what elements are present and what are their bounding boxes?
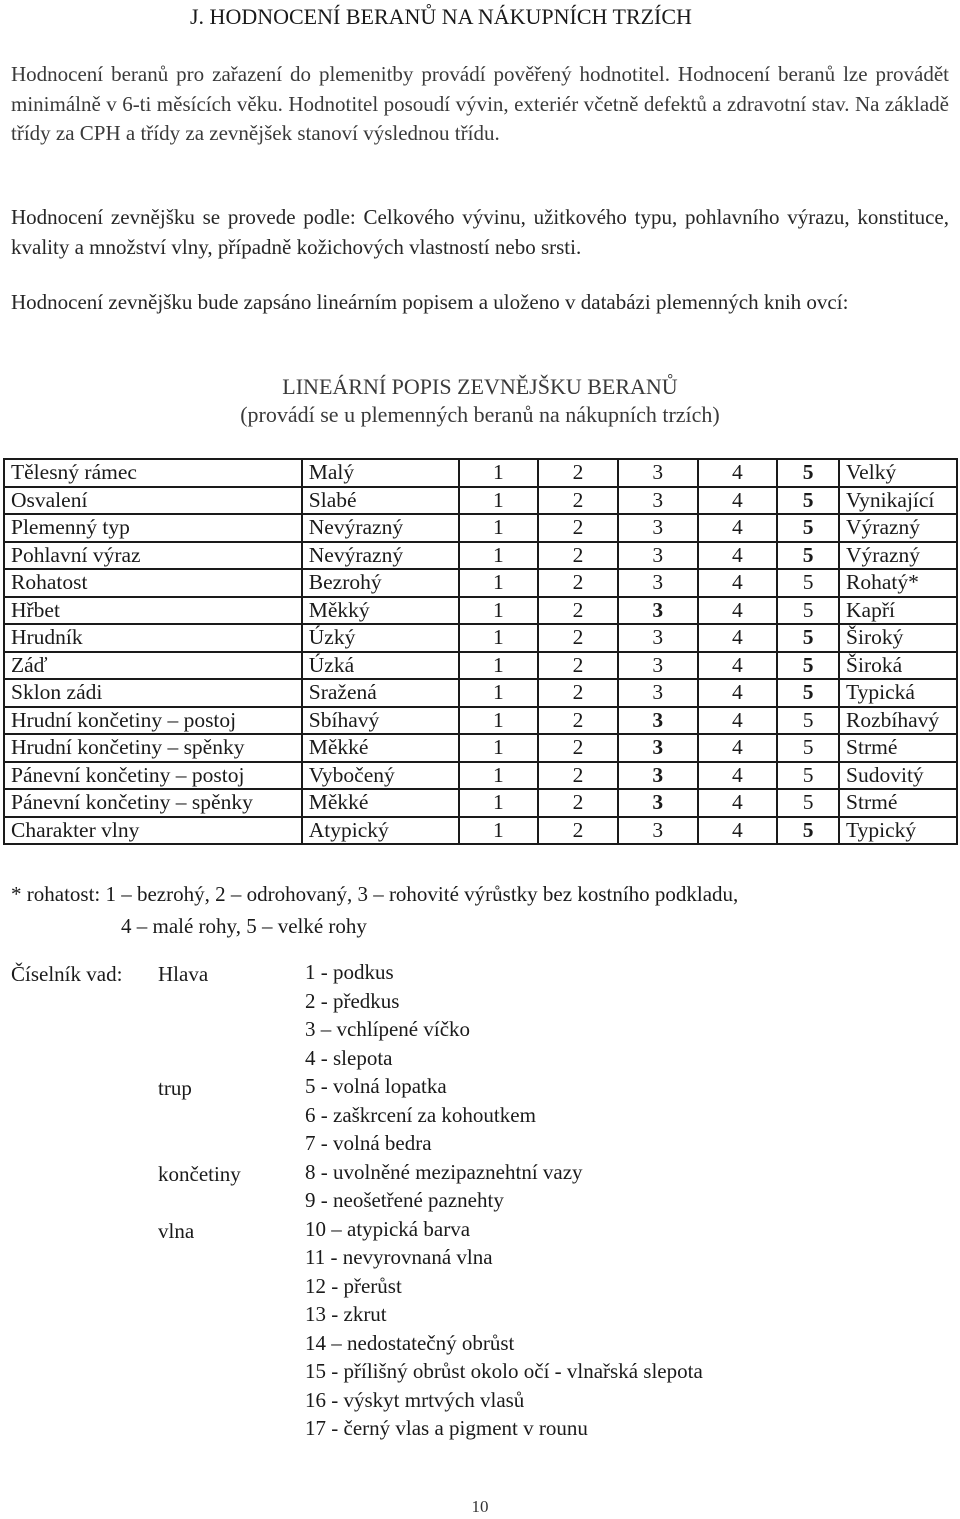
- score-cell: 1: [459, 789, 539, 817]
- horns-footnote: [11, 878, 738, 942]
- score-cell: 2: [538, 542, 618, 570]
- table-row: [4, 487, 957, 515]
- score-cell: 1: [459, 707, 539, 735]
- score-cell: 5: [777, 569, 839, 597]
- score-cell: 3: [618, 514, 698, 542]
- paragraph-evaluation-intro: Hodnocení beranů pro zařazení do plemenitby provádí pověřený hodnotitel. Hodnocení beranů lze provádět minimálně v 6-ti měsících věku. Hodnotitel posoudí vývin, exteriér včetně defektů a zdravotní stav. Na základě třídy za CPH a třídy za zevnějšek stanoví výslednou třídu.: [11, 62, 949, 145]
- score-cell: 2: [538, 487, 618, 515]
- score-cell: 5: [777, 514, 839, 542]
- score-cell: 3: [618, 459, 698, 487]
- defect-item: 4 - slepota: [305, 1045, 393, 1070]
- score-cell: 3: [618, 734, 698, 762]
- score-cell: 3: [618, 707, 698, 735]
- high-label-cell: Strmé: [839, 734, 957, 762]
- score-cell: 4: [698, 817, 778, 845]
- table-row: [4, 762, 957, 790]
- defect-item: 11 - nevyrovnaná vlna: [305, 1245, 493, 1269]
- trait-cell: Tělesný rámec: [4, 459, 302, 487]
- footnote-line-1: * rohatost: 1 – bezrohý, 2 – odrohovaný, 3 – rohovité výrůstky bez kostního podkladu,: [11, 882, 739, 906]
- score-cell: 2: [538, 624, 618, 652]
- score-cell: 4: [698, 624, 778, 652]
- defect-group-label: končetiny: [158, 1161, 241, 1186]
- high-label-cell: Široká: [839, 652, 957, 680]
- linear-description-table: [3, 458, 958, 845]
- high-label-cell: Rohatý*: [839, 569, 957, 597]
- table-row: [4, 459, 957, 487]
- high-label-cell: Kapří: [839, 597, 957, 625]
- score-cell: 3: [618, 652, 698, 680]
- score-cell: 4: [698, 569, 778, 597]
- low-label-cell: Úzká: [302, 652, 459, 680]
- score-cell: 3: [618, 542, 698, 570]
- score-cell: 2: [538, 597, 618, 625]
- defect-item: 13 - zkrut: [305, 1302, 387, 1326]
- footnote-line-2: 4 – malé rohy, 5 – velké rohy: [121, 914, 367, 938]
- defect-group-label: Hlava: [158, 962, 209, 986]
- score-cell: 2: [538, 734, 618, 762]
- score-cell: 5: [777, 459, 839, 487]
- defect-group-label: vlna: [158, 1218, 195, 1243]
- score-cell: 3: [618, 597, 698, 625]
- defect-item: 9 - neošetřené paznehty: [305, 1188, 504, 1212]
- score-cell: 3: [618, 817, 698, 845]
- score-cell: 5: [777, 762, 839, 790]
- score-cell: 5: [777, 597, 839, 625]
- score-cell: 1: [459, 679, 539, 707]
- score-cell: 4: [698, 707, 778, 735]
- high-label-cell: Typická: [839, 679, 957, 707]
- score-cell: 3: [618, 624, 698, 652]
- score-cell: 2: [538, 789, 618, 817]
- high-label-cell: Velký: [839, 459, 957, 487]
- defect-item: 2 - předkus: [305, 988, 400, 1013]
- trait-cell: Plemenný typ: [4, 514, 302, 542]
- score-cell: 5: [777, 707, 839, 735]
- table-row: [4, 514, 957, 542]
- defect-item: 7 - volná bedra: [305, 1131, 432, 1155]
- high-label-cell: Strmé: [839, 789, 957, 817]
- score-cell: 1: [459, 817, 539, 845]
- table-row: [4, 817, 957, 845]
- table-row: [4, 734, 957, 762]
- score-cell: 1: [459, 624, 539, 652]
- score-cell: 2: [538, 679, 618, 707]
- score-cell: 1: [459, 542, 539, 570]
- score-cell: 1: [459, 487, 539, 515]
- score-cell: 5: [777, 679, 839, 707]
- trait-cell: Hrudník: [4, 624, 302, 652]
- score-cell: 4: [698, 487, 778, 515]
- score-cell: 4: [698, 679, 778, 707]
- high-label-cell: Sudovitý: [839, 762, 957, 790]
- table-row: [4, 789, 957, 817]
- score-cell: 5: [777, 789, 839, 817]
- score-cell: 5: [777, 624, 839, 652]
- score-cell: 3: [618, 762, 698, 790]
- trait-cell: Pánevní končetiny – postoj: [4, 762, 302, 790]
- low-label-cell: Měkké: [302, 789, 459, 817]
- defect-item: 6 - zaškrcení za kohoutkem: [305, 1102, 536, 1127]
- low-label-cell: Malý: [302, 459, 459, 487]
- trait-cell: Sklon zádi: [4, 679, 302, 707]
- trait-cell: Charakter vlny: [4, 817, 302, 845]
- high-label-cell: Výrazný: [839, 514, 957, 542]
- score-cell: 5: [777, 817, 839, 845]
- score-cell: 2: [538, 459, 618, 487]
- table-row: [4, 597, 957, 625]
- score-cell: 2: [538, 707, 618, 735]
- score-cell: 3: [618, 569, 698, 597]
- low-label-cell: Slabé: [302, 487, 459, 515]
- table-row: [4, 707, 957, 735]
- trait-cell: Hrudní končetiny – spěnky: [4, 734, 302, 762]
- trait-cell: Rohatost: [4, 569, 302, 597]
- defect-codebook-label: Číselník vad:: [11, 962, 123, 986]
- paragraph-linear-record: Hodnocení zevnějšku bude zapsáno lineárním popisem a uloženo v databázi plemenných knih ovcí:: [11, 290, 849, 314]
- low-label-cell: Sbíhavý: [302, 707, 459, 735]
- page-number: 10: [471, 1497, 489, 1516]
- defect-item: 10 – atypická barva: [305, 1216, 471, 1241]
- score-cell: 4: [698, 762, 778, 790]
- score-cell: 1: [459, 762, 539, 790]
- trait-cell: Pohlavní výraz: [4, 542, 302, 570]
- defect-item: 1 - podkus: [305, 960, 394, 984]
- score-cell: 5: [777, 542, 839, 570]
- defect-item: 16 - výskyt mrtvých vlasů: [305, 1387, 525, 1412]
- trait-cell: Hřbet: [4, 597, 302, 625]
- defect-item: 8 - uvolněné mezipaznehtní vazy: [305, 1159, 583, 1184]
- score-cell: 1: [459, 569, 539, 597]
- score-cell: 4: [698, 652, 778, 680]
- score-cell: 2: [538, 514, 618, 542]
- score-cell: 5: [777, 487, 839, 515]
- score-cell: 3: [618, 789, 698, 817]
- score-cell: 4: [698, 597, 778, 625]
- high-label-cell: Výrazný: [839, 542, 957, 570]
- low-label-cell: Nevýrazný: [302, 514, 459, 542]
- low-label-cell: Měkké: [302, 734, 459, 762]
- high-label-cell: Rozbíhavý: [839, 707, 957, 735]
- score-cell: 2: [538, 569, 618, 597]
- score-cell: 1: [459, 459, 539, 487]
- defect-item: 15 - přílišný obrůst okolo očí - vlnařská slepota: [305, 1359, 703, 1383]
- score-cell: 1: [459, 597, 539, 625]
- score-cell: 5: [777, 652, 839, 680]
- table-row: [4, 652, 957, 680]
- trait-cell: Záď: [4, 652, 302, 680]
- defect-item: 14 – nedostatečný obrůst: [305, 1330, 515, 1355]
- low-label-cell: Měkký: [302, 597, 459, 625]
- score-cell: 1: [459, 652, 539, 680]
- table-title: LINEÁRNÍ POPIS ZEVNĚJŠKU BERANŮ: [282, 374, 678, 399]
- score-cell: 4: [698, 514, 778, 542]
- low-label-cell: Bezrohý: [302, 569, 459, 597]
- score-cell: 1: [459, 734, 539, 762]
- table-subtitle: (provádí se u plemenných beranů na nákupních trzích): [240, 402, 720, 427]
- table-row: [4, 569, 957, 597]
- defect-group-label: trup: [158, 1076, 192, 1100]
- low-label-cell: Sražená: [302, 679, 459, 707]
- score-cell: 1: [459, 514, 539, 542]
- low-label-cell: Vybočený: [302, 762, 459, 790]
- low-label-cell: Atypický: [302, 817, 459, 845]
- paragraph-exterior-criteria: Hodnocení zevnějšku se provede podle: Celkového vývinu, užitkového typu, pohlavního výrazu, konstituce, kvality a množství vlny, případně kožichových vlastností nebo srsti.: [11, 205, 949, 259]
- table-row: [4, 542, 957, 570]
- high-label-cell: Široký: [839, 624, 957, 652]
- trait-cell: Osvalení: [4, 487, 302, 515]
- low-label-cell: Úzký: [302, 624, 459, 652]
- score-cell: 2: [538, 817, 618, 845]
- section-heading: J. HODNOCENÍ BERANŮ NA NÁKUPNÍCH TRZÍCH: [190, 4, 692, 29]
- trait-cell: Pánevní končetiny – spěnky: [4, 789, 302, 817]
- defect-item: 3 – vchlípené víčko: [305, 1017, 471, 1041]
- score-cell: 3: [618, 679, 698, 707]
- score-cell: 2: [538, 762, 618, 790]
- score-cell: 4: [698, 789, 778, 817]
- score-cell: 3: [618, 487, 698, 515]
- trait-cell: Hrudní končetiny – postoj: [4, 707, 302, 735]
- table-row: [4, 624, 957, 652]
- low-label-cell: Nevýrazný: [302, 542, 459, 570]
- score-cell: 4: [698, 734, 778, 762]
- defect-item: 12 - přerůst: [305, 1273, 402, 1298]
- defect-item: 17 - černý vlas a pigment v rounu: [305, 1416, 588, 1440]
- high-label-cell: Typický: [839, 817, 957, 845]
- score-cell: 4: [698, 459, 778, 487]
- high-label-cell: Vynikající: [839, 487, 957, 515]
- table-row: [4, 679, 957, 707]
- score-cell: 4: [698, 542, 778, 570]
- score-cell: 5: [777, 734, 839, 762]
- defect-item: 5 - volná lopatka: [305, 1074, 447, 1098]
- score-cell: 2: [538, 652, 618, 680]
